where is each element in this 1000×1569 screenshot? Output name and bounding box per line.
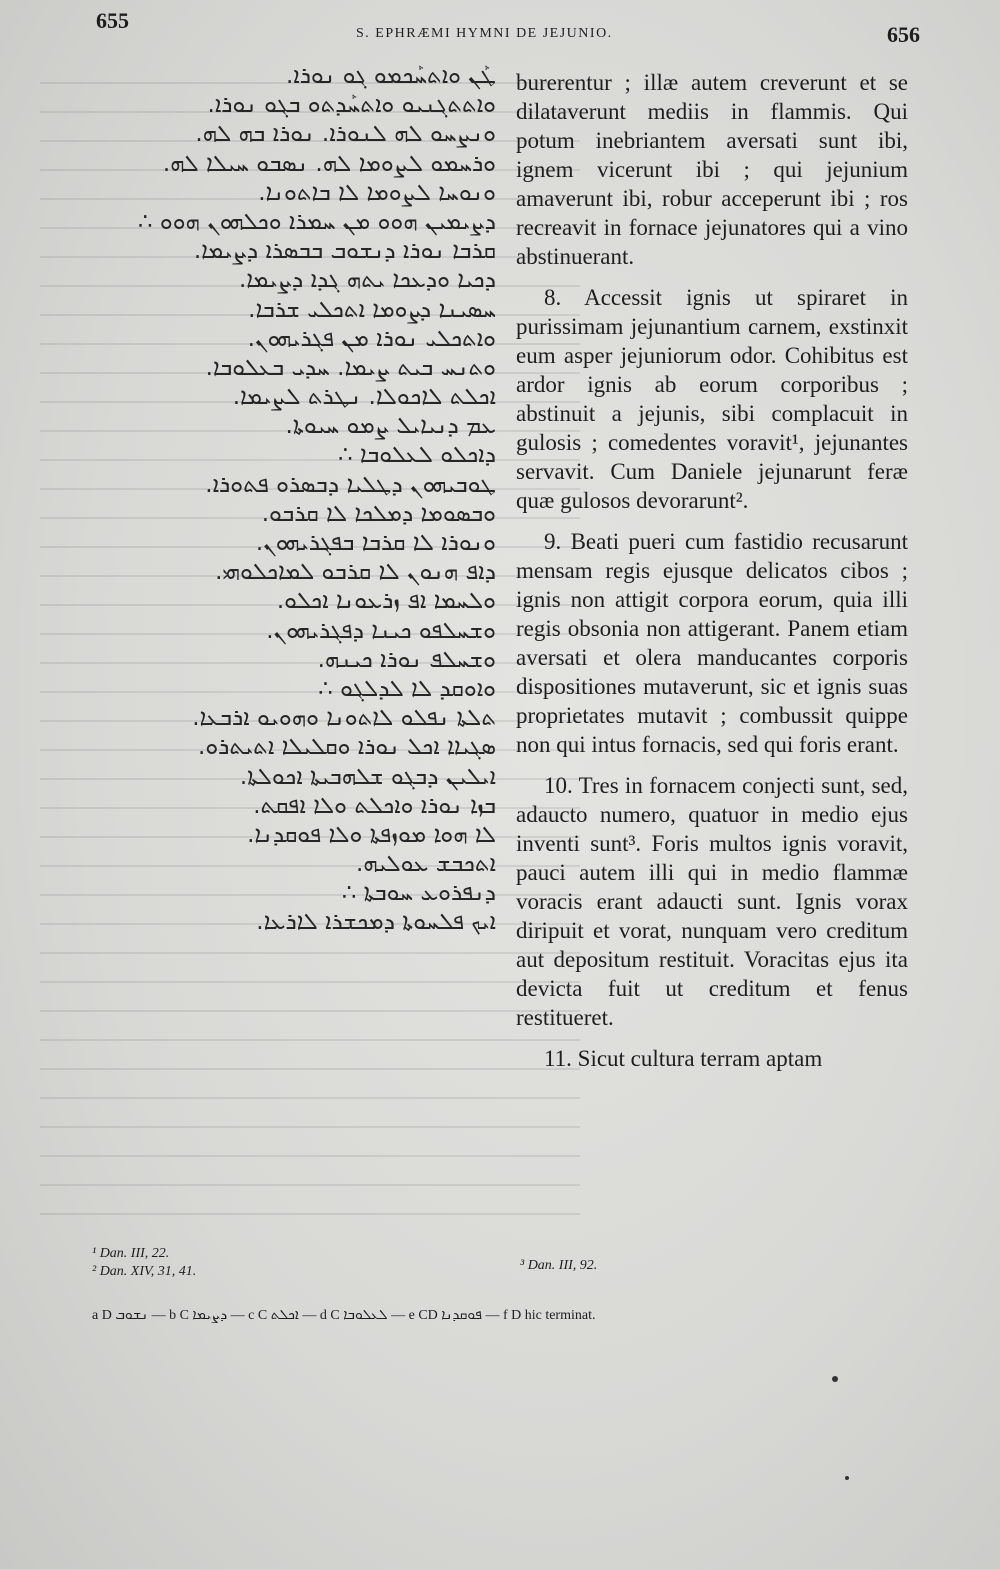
variant-end-note: f D hic terminat. [502, 1308, 596, 1323]
syriac-line: ܘܢܘܚܐ ܠܨܘܡܐ ܠܐ ܒܐܬܘܢܐ. [258, 179, 496, 206]
syriac-line: ܘܠܚܡܐ ܐܦ ܙܪܥܘܢܐ ܐܟܠܘ. [276, 588, 496, 615]
running-title: S. EPHRÆMI HYMNI DE JEJUNIO. [356, 26, 613, 41]
syriac-line: ܐܟܠܬ ܠܐܟܘܠܐ. ܢܛܪܬ ܠܨܝܡܐ. [232, 384, 496, 411]
variant-reading: ܠܥܠܘܒܐ [343, 1307, 388, 1323]
syriac-line: ܐܬܟܒܫ ܥܘܠܝܗ. [355, 851, 496, 878]
footnote: ¹ Dan. III, 22. [92, 1246, 170, 1261]
paragraph-number: 11. [544, 1046, 572, 1071]
variant-siglum: c C [248, 1308, 268, 1323]
variant-siglum: d C [319, 1308, 340, 1323]
variant-reading: ܦܘܩܕܢܐ [441, 1307, 482, 1323]
syriac-line: ܕܢܦܪܘܥ ܚܘܒܬܐ ∴ [341, 880, 496, 907]
paragraph-text: Beati pueri cum fastidio recusarunt mensam regis ejusque delicatos cibos ; ignis non attigit corpora eorum, quia illi regis obsonia non attigerant. Panem etiam aversati et olera manducantes corporis dispositiones mutaverunt, sic et ignis suas proprietates mutavit ; combussit quippe non qui intus fornacis, sed qui foris erant. [516, 529, 909, 757]
syriac-line: ܒܙܐ ܢܘܪܐ ܘܐܟܠܬ ܘܠܐ ܐܦܩܬ. [253, 792, 496, 819]
syriac-line: ܣܓܝܐܐ ܐܟܠ ܢܘܪܐ ܘܩܠܝܠܐ ܐܬܝܬܪܘ. [198, 734, 496, 761]
variant-siglum: b C [169, 1308, 189, 1323]
ink-speck [845, 1476, 849, 1480]
footnote: ² Dan. XIV, 31, 41. [92, 1264, 197, 1279]
variant-reading: ܢܫܘܒ [115, 1307, 149, 1323]
syriac-line: ܘܫܚܠܦܘ ܟܝܢܐ ܕܦܓܪܝܗܘܢ. [266, 617, 496, 644]
latin-translation-column [516, 68, 908, 1073]
syriac-line: ܕܟܝܐ ܘܕܥܟܐ ܝܬܗ ܓܕܐ ܕܨܝܡܐ. [238, 267, 496, 294]
syriac-line: ܚܣܝܢܐ ܕܨܘܡܐ ܐܬܟܠܝ ܫܪܒܐ. [248, 296, 496, 323]
syriac-line: ܘܐܘܩܕ ܠܐ ܠܕܠܓܘ ∴ [318, 675, 496, 702]
syriac-line: ܘܬܢܚ ܒܝܬ ܨܝܡܐ. ܚܕܝ ܒܥܠܘܒܐ. [205, 354, 496, 381]
page-number-right: 656 [887, 22, 920, 47]
paragraph-text: Sicut cultura terram aptam [577, 1046, 823, 1071]
paragraph-number: 9. [544, 529, 562, 554]
paragraph-text: burerentur ; illæ autem creverunt et se dilataverunt mediis in flammis. Qui potum inebriantem aversati sunt ibi, ignem vicerunt ibi ; qui jejunium amaverunt ibi, robur acceperunt ibi ; ros recreavit in fornace jejunatores qui a vino abstinuerant. [516, 70, 908, 269]
variant-readings-apparatus: a D ܢܫܘܒ — b C ܕܨܝܡܐ — c C ܐܟܠܬ — d C ܠܥܠܘܒܐ — e CD ܦܘܩܕܢܐ — f D hic terminat. [92, 1307, 596, 1323]
syriac-line: ܥܡ ܕܢܝܐܝܠ ܨܡܘ ܚܝܘܬܐ. [285, 413, 496, 440]
syriac-line: ܕܐܦ ܗܢܘܢ ܠܐ ܩܪܒܘ ܠܡܐܟܠܘܗܝ. [215, 559, 496, 586]
syriac-line: ܘܐܬܟܠܝ ܢܘܪܐ ܡܢ ܦܓܪܝܗܘܢ. [247, 325, 496, 352]
syriac-line: ܛܘܒܝܗܘܢ ܕܛܠܝܐ ܕܒܣܪܘ ܦܬܘܪܐ. [205, 471, 496, 498]
page-header [96, 8, 920, 47]
variant-reading: ܕܨܝܡܐ [192, 1307, 228, 1323]
syriac-line: ܘܒܣܘܡܐ ܕܡܠܟܐ ܠܐ ܩܪܒܘ. [261, 500, 496, 527]
latin-paragraph [516, 527, 908, 759]
syriac-line: ܐܝܠܝܢ ܕܒܓܘ ܫܠܗܒܝܬܐ ܐܟܘܠܬܐ. [239, 763, 496, 790]
variant-reading: ܐܟܠܬ [270, 1307, 299, 1323]
latin-paragraph [516, 1044, 908, 1073]
syriac-line: ܠܐ ܗܘܐ ܡܘܙܦܬܐ ܘܠܐ ܦܘܩܕܢܐ. [247, 821, 496, 848]
ink-speck [832, 1376, 838, 1382]
syriac-line: ܕܨܝܡܝܢ ܗܘܘ ܡܢ ܚܡܪܐ ܘܟܠܗܘܢ ܗܘܘ ∴ [137, 208, 496, 235]
syriac-line: ܕܐܟܠܘ ܠܥܠܘܒܐ ∴ [337, 442, 496, 469]
paragraph-number: 8. [544, 285, 562, 310]
syriac-line: ܩܪܒܐ ܢܘܪܐ ܕܢܫܘܒ ܒܒܣܪܐ ܕܨܝܡܐ. [193, 238, 496, 265]
syriac-text-column [96, 62, 496, 938]
syriac-line: ܘܐܬܬܓܢܝܘ ܘܐܬܚܰܕܬܘ ܒܓܘ ܢܘܪܐ. [207, 92, 496, 119]
footnote-right: ³ Dan. III, 92. [520, 1258, 598, 1273]
latin-paragraph [516, 68, 908, 271]
paragraph-text: Accessit ignis ut spiraret in purissimam jejunantium carnem, exstinxit eum asper jejuniorum odor. Cohibitus est ardor ignis ab eorum corporibus ; abstinuit a jejunis, sibi complacuit in gulosis ; comedentes voravit¹, jejunantes servavit. Cum Daniele jejunarunt feræ quæ gulosos devorarunt². [516, 285, 908, 513]
paragraph-text: Tres in fornacem conjecti sunt, sed, adaucto numero, quatuor in medio ejus inventi sunt³. Foris multos ignis voravit, pauci autem illi qui in medio flammæ voracis erant adaucti sunt. Ignis vorax diripuit et vorat, nunquam vero creditum aut depositum restituit. Voracitas ejus ita devicta fuit ut creditum et fenus restitueret. [516, 773, 908, 1030]
syriac-line: ܐܝܟ ܦܠܚܘܬܐ ܕܡܟܫܪܐ ܠܐܪܥܐ. [256, 909, 496, 936]
syriac-line: ܬܠܬܐ ܢܦܠܘ ܠܐܬܘܢܐ ܘܗܘܝܘ ܐܪܒܥܐ. [192, 705, 496, 732]
variant-siglum: e CD [408, 1308, 438, 1323]
syriac-line: ܘܪܚܡܘ ܠܨܘܡܐ ܠܗ. ܢܣܒܘ ܚܝܠܐ ܠܗ. [162, 150, 496, 177]
variant-siglum: a D [92, 1308, 112, 1323]
page-number-left: 655 [96, 8, 129, 33]
syriac-line: ܛܰܢ ܘܐܬܚܰܟܡܘ ܓܘ ܢܘܪܐ. [285, 63, 496, 89]
syriac-line: ܘܢܨܚܘ ܠܗ ܠܢܘܪܐ. ܢܘܪܐ ܒܗ ܠܗ. [195, 121, 496, 148]
latin-paragraph [516, 771, 908, 1032]
latin-paragraph [516, 283, 908, 515]
syriac-line: ܘܫܚܠܦ ܢܘܪܐ ܟܝܢܗ. [317, 646, 496, 673]
paragraph-number: 10. [544, 773, 573, 798]
footnotes-left [92, 1245, 196, 1281]
syriac-line: ܘܢܘܪܐ ܠܐ ܩܪܒܐ ܒܦܓܪܝܗܘܢ. [255, 530, 496, 556]
